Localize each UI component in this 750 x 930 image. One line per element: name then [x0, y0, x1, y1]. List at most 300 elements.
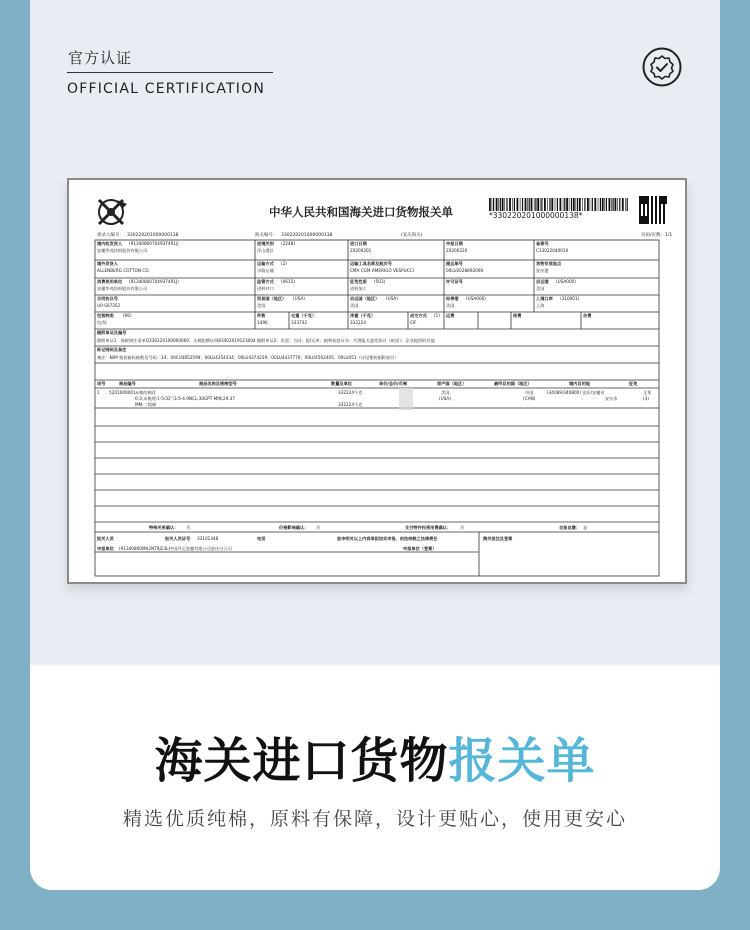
qr-module	[647, 198, 649, 200]
price-impact-value: 否	[316, 525, 321, 530]
declarer-no: 33101348	[197, 536, 219, 541]
qr-module	[647, 200, 649, 202]
qr-module	[639, 208, 641, 210]
qr-module	[639, 220, 641, 222]
goods-row-final-code: (CHN)	[523, 396, 536, 401]
qr-module	[645, 216, 647, 218]
insurance-label: 保费	[513, 313, 522, 318]
barcode-bar	[563, 198, 564, 211]
qr-module	[651, 214, 653, 216]
qr-module	[659, 206, 661, 208]
qr-module	[643, 198, 645, 200]
barcode-bar	[512, 198, 513, 211]
barcode-bar	[547, 198, 548, 211]
qr-module	[647, 196, 649, 198]
qr-module	[643, 208, 645, 210]
barcode-number: *330220201000000138*	[489, 211, 583, 220]
main-title-accent: 报关单	[448, 733, 596, 789]
goods-col-qty: 数量及单位	[331, 381, 352, 386]
barcode-bar	[534, 198, 535, 211]
qr-module	[655, 206, 657, 208]
user-code: (91340800704937491J)	[129, 279, 179, 284]
barcode-bar	[525, 198, 527, 211]
qr-module	[659, 204, 661, 206]
transport-label: 运输方式	[257, 261, 274, 266]
barcode-bar	[571, 198, 572, 211]
qr-module	[661, 202, 663, 204]
qr-module	[659, 212, 661, 214]
qr-module	[655, 196, 657, 198]
special-relation-value: 否	[186, 525, 191, 530]
transit-port-code: (USA000)	[466, 296, 486, 301]
depart-country-label: 启运国（地区）	[350, 296, 380, 301]
shipper-label: 境外发货人	[97, 261, 118, 266]
barcode-bar	[566, 198, 568, 211]
freight-label: 运费	[446, 313, 455, 318]
qr-module	[645, 200, 647, 202]
barcode-bar	[557, 198, 558, 211]
qr-module	[663, 214, 665, 216]
customs-emblem-icon	[99, 200, 127, 224]
goods-row-name: 未梳的棉花	[135, 390, 156, 395]
goods-row-levy: 全免	[643, 390, 652, 395]
qr-module	[655, 220, 657, 222]
qr-module	[659, 196, 661, 198]
qr-module	[663, 218, 665, 220]
barcode-bar	[517, 198, 519, 211]
goods-col-code: 商品编号	[119, 381, 136, 386]
qr-module	[645, 202, 647, 204]
storage-label: 货物存放地点	[536, 261, 562, 266]
qr-module	[663, 196, 665, 198]
verified-badge-icon	[642, 47, 682, 87]
qr-module	[663, 202, 665, 204]
gross-weight: 333732	[291, 320, 307, 325]
qr-module	[639, 198, 641, 200]
declaring-unit-sign: 申报单位（签章）	[403, 546, 437, 551]
special-relation-label: 特殊关系确认：	[149, 525, 179, 530]
qr-module	[643, 222, 645, 224]
qr-module	[659, 202, 661, 204]
qr-module	[639, 222, 641, 224]
qr-module	[641, 222, 643, 224]
qr-module	[641, 218, 643, 220]
qr-module	[641, 202, 643, 204]
barcode-bar	[498, 198, 499, 211]
qr-module	[651, 196, 653, 198]
qr-module	[655, 204, 657, 206]
qr-module	[645, 198, 647, 200]
qr-module	[647, 216, 649, 218]
qr-module	[651, 222, 653, 224]
document-title: 中华人民共和国海关进口货物报关单	[269, 205, 453, 219]
barcode-bar	[544, 198, 546, 211]
qr-module	[647, 204, 649, 206]
qr-module	[665, 196, 667, 198]
qr-module	[661, 198, 663, 200]
barcode-bar	[576, 198, 577, 211]
barcode-bar	[590, 198, 591, 211]
qr-module	[663, 212, 665, 214]
barcode-bar	[577, 198, 578, 211]
contract-number: U0-S07352	[97, 303, 121, 308]
exit-code: (2248)	[281, 241, 295, 246]
barcode-bar	[606, 198, 607, 211]
goods-col-domestic: 境内目的地	[569, 381, 590, 386]
qr-module	[643, 200, 645, 202]
pre-entry-number: 330220201000000138	[127, 233, 179, 238]
pre-entry-label: 预录入编号：	[97, 233, 124, 238]
pack-name: 包/袋	[97, 320, 107, 325]
bill-number: 00LU2028892090	[446, 268, 484, 273]
gross-weight-label: 毛重（千克）	[291, 313, 317, 318]
barcode-bar	[602, 198, 604, 211]
header-title-cn: 官方认证	[68, 49, 133, 67]
storage-place: 安庆港	[536, 268, 549, 273]
barcode-bar	[520, 198, 521, 211]
tax-code: (503)	[374, 279, 386, 284]
goods-row-domestic-2: 安庆市	[605, 396, 618, 401]
goods-row-no: 1	[97, 390, 100, 395]
barcode-bar	[598, 198, 599, 211]
qr-module	[651, 216, 653, 218]
barcode-bar	[504, 198, 505, 211]
barcode-bar	[551, 198, 553, 211]
vessel-name: CMA CGM AMERIGO VESPUCCI	[350, 268, 414, 273]
barcode-bar	[522, 198, 523, 211]
qr-module	[639, 214, 641, 216]
qr-module	[643, 202, 645, 204]
qr-module	[663, 198, 665, 200]
barcode-bar	[564, 198, 565, 211]
barcode-bar	[489, 198, 491, 211]
transit-port-label: 经停港	[446, 296, 459, 301]
transport-name: 水路运输	[257, 268, 274, 273]
qr-module	[655, 222, 657, 224]
qr-module	[663, 222, 665, 224]
goods-row-qty-2: 332224千克	[338, 402, 363, 407]
goods-col-price: 单价/总价/币制	[379, 381, 408, 386]
qr-module	[655, 202, 657, 204]
barcode-bar	[535, 198, 536, 211]
qr-module	[663, 200, 665, 202]
qr-module	[651, 202, 653, 204]
qr-module	[655, 208, 657, 210]
qr-module	[639, 210, 641, 212]
barcode-bar	[600, 198, 601, 211]
goods-col-levy: 征免	[629, 381, 638, 386]
subtitle: 精选优质纯棉，原料有保障，设计更贴心，使用更安心	[122, 808, 627, 830]
qr-module	[647, 210, 649, 212]
qr-module	[639, 200, 641, 202]
transport-code: (2)	[281, 261, 287, 266]
goods-row-levy-code: (3)	[643, 396, 649, 401]
goods-col-name: 商品名称及规格型号	[199, 381, 237, 386]
qr-module	[651, 200, 653, 202]
contract-label: 合同协议号	[97, 296, 118, 301]
goods-row-qty: 332224千克	[338, 390, 363, 395]
barcode-bar	[622, 198, 624, 211]
qr-module	[639, 212, 641, 214]
customs-number: 330220201000000138	[281, 233, 333, 238]
pieces: 1496	[257, 320, 268, 325]
barcode-bar	[541, 198, 542, 211]
barcode-bar	[502, 198, 504, 211]
qr-module	[651, 204, 653, 206]
goods-col-origin: 原产国（地区）	[437, 381, 467, 386]
barcode-bar	[514, 198, 515, 211]
barcode-bar	[531, 198, 533, 211]
qr-module	[641, 198, 643, 200]
import-date-label: 进口日期	[350, 241, 367, 246]
license-label: 许可证号	[446, 279, 463, 284]
qr-module	[643, 218, 645, 220]
qr-module	[655, 214, 657, 216]
declarer-label: 报关人员	[97, 536, 114, 541]
qr-module	[641, 216, 643, 218]
barcode-bar	[549, 198, 550, 211]
qr-module	[659, 198, 661, 200]
supervision-label: 监管方式	[257, 279, 274, 284]
qr-module	[643, 204, 645, 206]
qr-module	[659, 200, 661, 202]
barcode-bar	[529, 198, 530, 211]
barcode-bar	[594, 198, 596, 211]
goods-row-origin-code: (USA)	[439, 396, 451, 401]
self-pay-value: 是	[583, 525, 588, 530]
qr-module	[659, 218, 661, 220]
declaring-unit-code: (91340800MA2NT9J13L)	[119, 546, 170, 551]
bill-label: 提运单号	[446, 261, 463, 266]
barcode	[489, 198, 628, 211]
qr-module	[651, 198, 653, 200]
qr-module	[643, 212, 645, 214]
qr-module	[647, 208, 649, 210]
declaring-unit-name: 中国外运安徽有限公司安庆分公司	[169, 546, 232, 551]
qr-module	[647, 206, 649, 208]
barcode-bar	[587, 198, 589, 211]
header-title-en: OFFICIAL CERTIFICATION	[67, 81, 266, 97]
qr-module	[661, 196, 663, 198]
goods-row-spec-2: MM;二级棉	[135, 402, 157, 407]
customs-seal-label: 海关批注及签章	[483, 536, 513, 541]
record-number: C33022040010	[536, 248, 569, 253]
trade-country: 美国	[257, 303, 266, 308]
vessel-label: 运输工具名称及航次号	[350, 261, 392, 266]
pack-label: 包装种类	[97, 313, 114, 318]
exit-name: 洋山港区	[257, 248, 274, 253]
qr-module	[645, 218, 647, 220]
qr-module	[639, 216, 641, 218]
main-title-text: 海关进口货物	[154, 733, 449, 789]
qr-module	[643, 206, 645, 208]
goods-col-final: 最终目的国（地区）	[494, 381, 532, 386]
main-title	[0, 722, 750, 791]
barcode-bar	[540, 198, 541, 211]
qr-module	[655, 216, 657, 218]
goods-row-code: 5201000001	[109, 390, 136, 395]
qr-module	[643, 220, 645, 222]
barcode-bar	[555, 198, 556, 211]
tax-name: 进料加工	[350, 286, 367, 291]
qr-module	[641, 220, 643, 222]
goods-col-no: 项号	[97, 381, 106, 386]
goods-row-spec: 0:3;未梳理;1-5/32";3.5-4.9NCL;30GPT MIN;29.37	[135, 396, 236, 401]
goods-row-domestic: (34089/340800) 安庆/安徽省	[547, 390, 605, 395]
origin-port: 美国	[536, 286, 545, 291]
barcode-bar	[500, 198, 501, 211]
qr-module	[663, 220, 665, 222]
qr-module	[651, 210, 653, 212]
barcode-bar	[613, 198, 614, 211]
tax-label: 征免性质	[350, 279, 367, 284]
qr-module	[645, 196, 647, 198]
qr-module	[651, 220, 653, 222]
qr-module	[659, 214, 661, 216]
qr-module	[647, 220, 649, 222]
shipper-name: ALLENBERG COTTON CO.	[97, 268, 150, 273]
entry-port: 上海	[536, 303, 545, 308]
user-label: 消费使用单位	[97, 279, 123, 284]
qr-module	[663, 208, 665, 210]
qr-module	[655, 198, 657, 200]
goods-row-origin: 美国	[441, 390, 450, 395]
supervision-code: (0615)	[281, 279, 295, 284]
barcode-bar	[506, 198, 507, 211]
qr-module	[663, 206, 665, 208]
barcode-bar	[592, 198, 593, 211]
barcode-bar	[627, 198, 628, 211]
qr-module	[643, 214, 645, 216]
barcode-bar	[569, 198, 570, 211]
trade-country-label: 贸易国（地区）	[257, 296, 287, 301]
net-weight-label: 净重（千克）	[350, 313, 376, 318]
customs-number-label: 海关编号：	[255, 233, 278, 238]
pieces-label: 件数	[257, 313, 266, 318]
barcode-bar	[625, 198, 626, 211]
qr-module	[641, 196, 643, 198]
deal-method-code: (1)	[434, 313, 440, 318]
qr-module	[655, 218, 657, 220]
transit-port: 美国	[446, 303, 455, 308]
entry-port-label: 入境口岸	[536, 296, 553, 301]
qr-module	[651, 208, 653, 210]
goods-row-final: 中国	[525, 390, 534, 395]
barcode-bar	[527, 198, 528, 211]
qr-module	[647, 202, 649, 204]
barcode-bar	[611, 198, 612, 211]
qr-module	[645, 222, 647, 224]
barcode-bar	[619, 198, 620, 211]
barcode-bar	[579, 198, 581, 211]
qr-module	[661, 200, 663, 202]
consignee-label: 境内收发货人	[97, 241, 123, 246]
deal-method-label: 成交方式	[410, 313, 427, 318]
qr-module	[639, 206, 641, 208]
qr-module	[659, 220, 661, 222]
barcode-bar	[617, 198, 618, 211]
royalty-label: 支付特许权使用费确认：	[405, 525, 452, 530]
entry-port-code: (310001)	[560, 296, 580, 301]
phone-label: 电话	[257, 536, 266, 541]
depart-country: 美国	[350, 303, 359, 308]
declaration-statement: 兹申明对以上内容承担如实申报、依法纳税之法律责任	[337, 536, 438, 541]
user-name: 安徽华茂纺织股份有限公司	[97, 286, 148, 291]
declaring-unit-label: 申报单位	[97, 546, 114, 551]
qr-module	[655, 200, 657, 202]
qr-module	[639, 202, 641, 204]
page-indicator: 页码/页数：1/1	[641, 233, 673, 238]
barcode-bar	[573, 198, 575, 211]
self-pay-label: 自报自缴：	[559, 525, 580, 530]
deal-method: CIF	[410, 320, 417, 325]
qr-module	[645, 220, 647, 222]
origin-port-label: 启运港	[536, 279, 549, 284]
qr-module	[659, 208, 661, 210]
barcode-bar	[493, 198, 494, 211]
qr-module	[655, 212, 657, 214]
qr-module	[665, 198, 667, 200]
declare-date-label: 申报日期	[446, 241, 463, 246]
barcode-bar	[496, 198, 498, 211]
barcode-bar	[604, 198, 605, 211]
price-redaction	[399, 388, 413, 410]
qr-module	[659, 210, 661, 212]
pack-code: (06)	[123, 313, 132, 318]
record-label: 备案号	[536, 241, 549, 246]
consignee-name: 安徽华茂纺织股份有限公司	[97, 248, 148, 253]
royalty-value: 否	[460, 525, 465, 530]
qr-module	[663, 210, 665, 212]
depart-country-code: (USA)	[386, 296, 398, 301]
import-date: 20200201	[350, 248, 372, 253]
barcode-bar	[509, 198, 511, 211]
qr-module	[651, 212, 653, 214]
barcode-bar	[492, 198, 493, 211]
qr-module	[641, 200, 643, 202]
qr-module	[655, 210, 657, 212]
barcode-bar	[584, 198, 585, 211]
qr-module	[659, 216, 661, 218]
trade-country-code: (USA)	[293, 296, 305, 301]
consignee-code: (91340800704937491J)	[129, 241, 179, 246]
customs-declaration-document	[67, 178, 687, 584]
declarer-no-label: 报关人员证号	[165, 536, 191, 541]
qr-module	[639, 204, 641, 206]
barcode-bar	[609, 198, 611, 211]
net-weight: 332224	[350, 320, 366, 325]
barcode-bar	[615, 198, 617, 211]
qr-module	[643, 196, 645, 198]
misc-fee-label: 杂费	[583, 313, 592, 318]
qr-module	[647, 214, 649, 216]
port-note: (安庆海关)	[401, 233, 423, 238]
qr-module	[663, 216, 665, 218]
declare-date: 20200220	[446, 248, 468, 253]
header-divider	[67, 72, 273, 73]
origin-port-code: (USA000)	[556, 279, 576, 284]
marks-remarks: 备注：N/M 集装箱标箱数及号码：34；00CU4852599；00LU4354334；00LU4374259；00LU4437779；00LU4502405；00LU451（详见集装箱附加页）	[97, 355, 399, 360]
qr-code	[639, 196, 667, 224]
qr-module	[659, 222, 661, 224]
qr-module	[665, 200, 667, 202]
qr-module	[643, 210, 645, 212]
qr-module	[647, 222, 649, 224]
attached-docs: 随附单证1：保税核注清单Q330220100000060；关税配额证明83402019123004 随附单证2：发票；合同；提/运单；植物检疫证书；代理报关委托协议（纸质）；企业提供的其他	[97, 338, 435, 343]
barcode-bar	[537, 198, 539, 211]
qr-module	[665, 202, 667, 204]
barcode-bar	[582, 198, 583, 211]
